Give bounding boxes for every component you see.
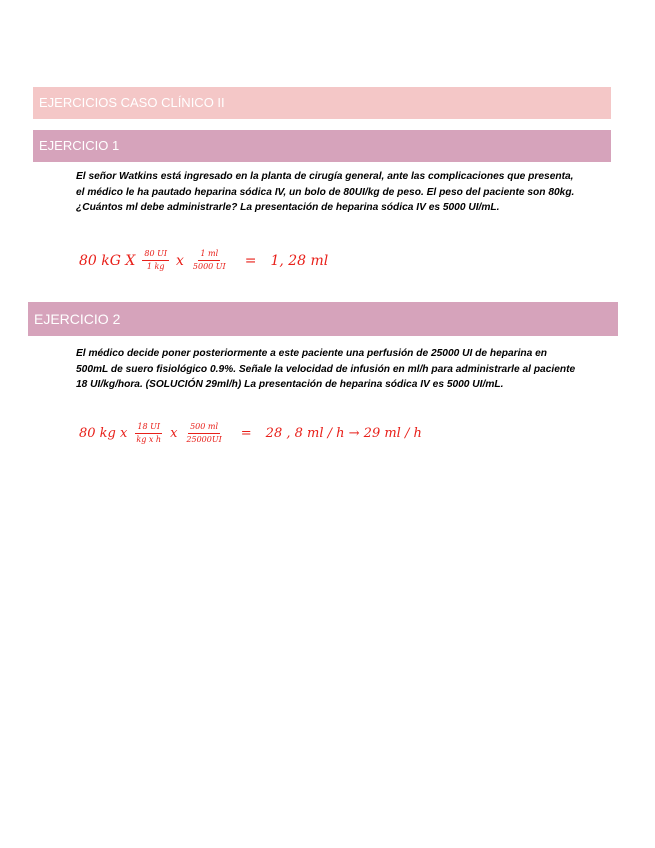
fraction-denominator: kg x h: [136, 435, 162, 444]
equals-sign: =: [244, 252, 257, 269]
fraction-denominator: 25000UI: [186, 435, 222, 444]
fraction-denominator: 5000 UI: [192, 262, 226, 271]
exercise-1-equation: [77, 249, 330, 272]
multiply-sign: x: [170, 426, 178, 441]
exercise-2-heading: EJERCICIO 2: [34, 311, 121, 327]
exercise-2-banner: [28, 302, 618, 336]
exercise-2-equation: [77, 422, 424, 445]
multiply-sign: x: [175, 252, 184, 269]
fraction-denominator: 1 kg: [146, 262, 165, 271]
document-title-banner: [33, 87, 611, 119]
fraction-numerator: 80 UI: [142, 249, 169, 261]
equation-fraction-concentration: [191, 249, 228, 272]
equation-lead: 80 kG X: [79, 252, 136, 269]
equation-result: 28 , 8 ml / h → 29 ml / h: [265, 426, 422, 441]
exercise-2-problem-text: El médico decide poner posteriormente a este paciente una perfusión de 25000 UI de heparina en 500mL de suero fisiológico 0.9%. Señale la velocidad de infusión en ml/h para administrarle al paciente 18 UI/kg/hora. (SOLUCIÓN 29ml/h) La presentación de heparina sódica IV es 5000 UI/mL.: [76, 348, 576, 390]
document-title: EJERCICIOS CASO CLÍNICO II: [39, 95, 225, 110]
equals-sign: =: [240, 426, 252, 441]
equation-fraction-rate: [134, 422, 163, 445]
equation-lead: 80 kg x: [79, 426, 128, 441]
exercise-1-banner: [33, 130, 611, 162]
exercise-1-problem-text: El señor Watkins está ingresado en la planta de cirugía general, ante las complicaciones que presenta, el médico le ha pautado heparina sódica IV, un bolo de 80UI/kg de peso. El peso del paciente son 80kg. ¿Cuántos ml debe administrarle? La presentación de heparina sódica IV es 5000 UI/mL.: [76, 171, 575, 213]
equation-fraction-dilution: [184, 422, 223, 445]
fraction-numerator: 500 ml: [188, 422, 220, 434]
fraction-numerator: 18 UI: [135, 422, 162, 434]
equation-fraction-dose: [142, 249, 169, 272]
exercise-1-heading: EJERCICIO 1: [39, 138, 120, 153]
equation-result: 1, 28 ml: [270, 252, 329, 269]
fraction-numerator: 1 ml: [198, 249, 220, 261]
